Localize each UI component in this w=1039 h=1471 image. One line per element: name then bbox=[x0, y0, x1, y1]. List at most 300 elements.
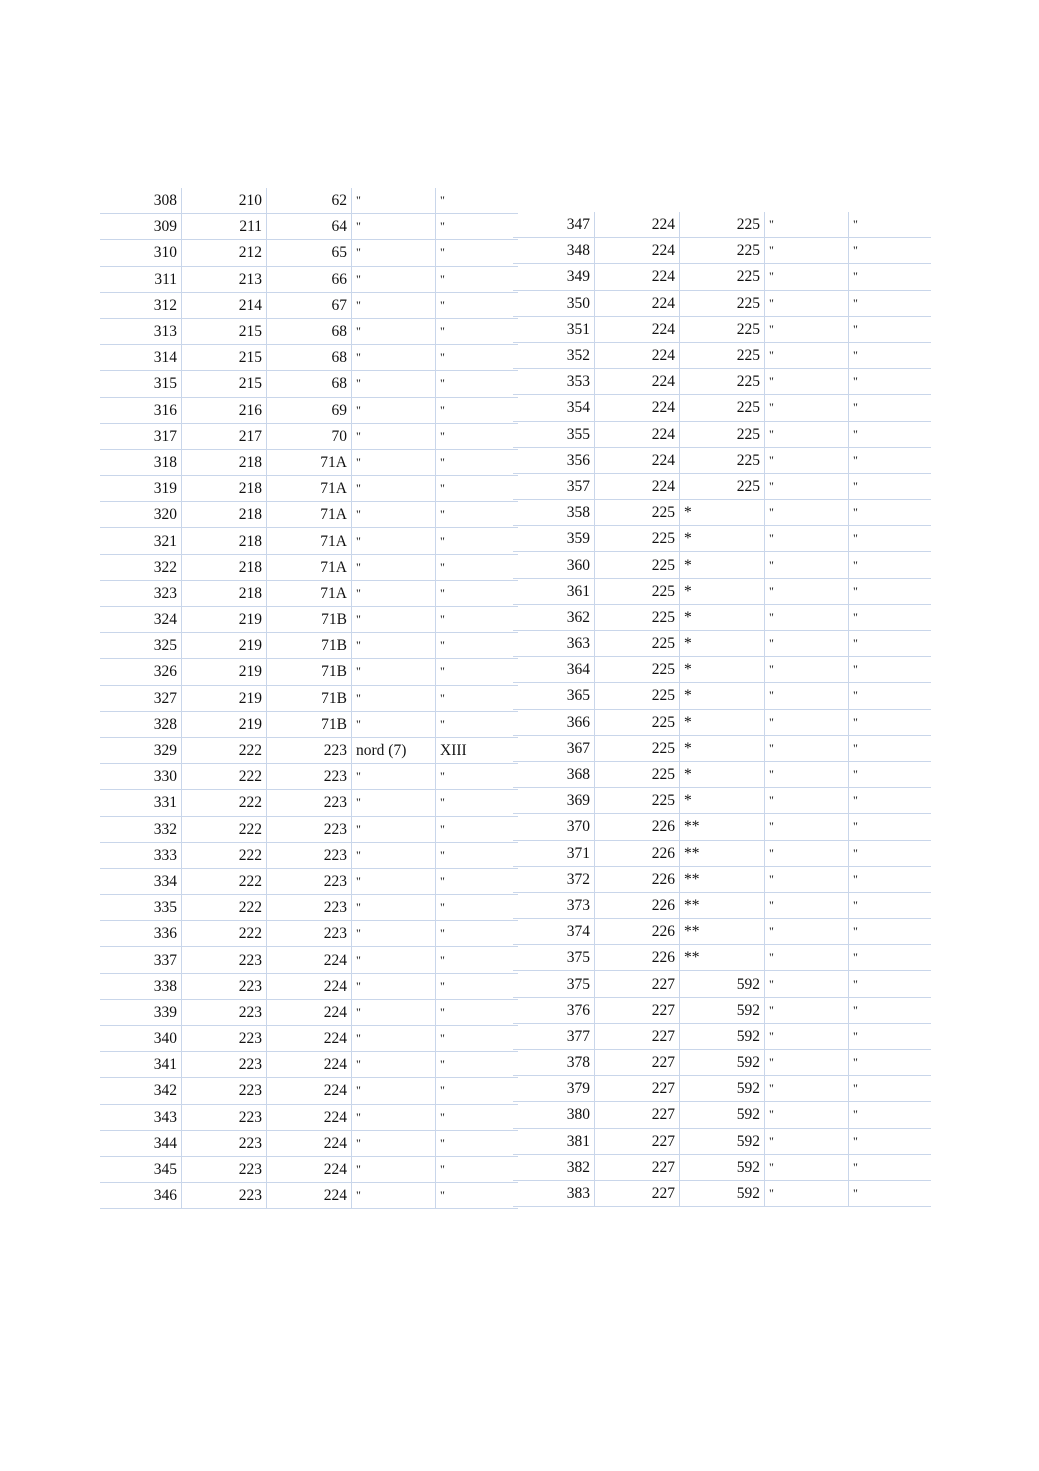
right-table-body bbox=[513, 212, 931, 1207]
table-cell: 71A bbox=[267, 502, 352, 528]
table-cell: 225 bbox=[680, 290, 765, 316]
table-cell: " bbox=[765, 1076, 849, 1102]
table-cell: " bbox=[352, 580, 436, 606]
table-cell: 380 bbox=[513, 1102, 595, 1128]
table-cell: " bbox=[436, 711, 519, 737]
table-cell: " bbox=[352, 240, 436, 266]
table-row bbox=[100, 633, 518, 659]
table-cell: 224 bbox=[595, 447, 680, 473]
table-cell: 350 bbox=[513, 290, 595, 316]
table-cell: 223 bbox=[267, 790, 352, 816]
table-cell: " bbox=[765, 1128, 849, 1154]
table-row bbox=[100, 1026, 518, 1052]
table-cell: * bbox=[680, 683, 765, 709]
table-cell: " bbox=[765, 212, 849, 238]
table-cell: 222 bbox=[182, 842, 267, 868]
table-cell: ** bbox=[680, 919, 765, 945]
table-cell: 325 bbox=[100, 633, 182, 659]
table-cell: 592 bbox=[680, 1180, 765, 1206]
table-cell: " bbox=[765, 1180, 849, 1206]
table-cell: " bbox=[352, 214, 436, 240]
table-cell: 376 bbox=[513, 997, 595, 1023]
table-cell: " bbox=[436, 1130, 519, 1156]
table-cell: 311 bbox=[100, 266, 182, 292]
table-cell: 212 bbox=[182, 240, 267, 266]
table-cell: 225 bbox=[680, 421, 765, 447]
table-cell: 71B bbox=[267, 659, 352, 685]
table-cell: * bbox=[680, 657, 765, 683]
table-cell: 68 bbox=[267, 318, 352, 344]
table-cell: " bbox=[849, 761, 932, 787]
table-cell: 223 bbox=[182, 973, 267, 999]
table-cell: 226 bbox=[595, 892, 680, 918]
table-cell: " bbox=[352, 371, 436, 397]
right-table bbox=[513, 212, 931, 1207]
table-row bbox=[100, 318, 518, 344]
table-row bbox=[513, 447, 931, 473]
table-cell: " bbox=[352, 921, 436, 947]
table-cell: 224 bbox=[595, 212, 680, 238]
table-cell: " bbox=[436, 947, 519, 973]
table-cell: 227 bbox=[595, 1154, 680, 1180]
table-row bbox=[513, 631, 931, 657]
table-cell: 224 bbox=[267, 1130, 352, 1156]
table-row bbox=[100, 947, 518, 973]
table-cell: " bbox=[352, 1104, 436, 1130]
table-cell: " bbox=[849, 631, 932, 657]
table-cell: 333 bbox=[100, 842, 182, 868]
table-cell: 321 bbox=[100, 528, 182, 554]
table-cell: 225 bbox=[595, 552, 680, 578]
table-row bbox=[513, 238, 931, 264]
table-row bbox=[100, 842, 518, 868]
table-cell: " bbox=[765, 919, 849, 945]
table-cell: " bbox=[352, 764, 436, 790]
table-cell: 219 bbox=[182, 711, 267, 737]
table-cell: 225 bbox=[595, 709, 680, 735]
table-row bbox=[513, 552, 931, 578]
table-cell: 224 bbox=[267, 1026, 352, 1052]
table-cell: 222 bbox=[182, 790, 267, 816]
table-row bbox=[100, 554, 518, 580]
table-cell: 369 bbox=[513, 788, 595, 814]
table-cell: 68 bbox=[267, 345, 352, 371]
table-cell: 71B bbox=[267, 633, 352, 659]
table-cell: " bbox=[436, 292, 519, 318]
table-row bbox=[513, 421, 931, 447]
table-row bbox=[100, 502, 518, 528]
table-cell: " bbox=[352, 397, 436, 423]
table-cell: " bbox=[849, 971, 932, 997]
table-cell: " bbox=[352, 1130, 436, 1156]
table-cell: 213 bbox=[182, 266, 267, 292]
table-cell: 332 bbox=[100, 816, 182, 842]
table-cell: 315 bbox=[100, 371, 182, 397]
table-cell: 225 bbox=[680, 238, 765, 264]
table-cell: " bbox=[436, 528, 519, 554]
table-row bbox=[513, 395, 931, 421]
table-cell: " bbox=[849, 604, 932, 630]
table-cell: XIII bbox=[436, 737, 519, 763]
table-cell: " bbox=[436, 580, 519, 606]
table-cell: " bbox=[436, 449, 519, 475]
table-cell: 334 bbox=[100, 868, 182, 894]
table-cell: 322 bbox=[100, 554, 182, 580]
table-cell: " bbox=[765, 840, 849, 866]
table-cell: " bbox=[765, 892, 849, 918]
table-row bbox=[513, 604, 931, 630]
table-cell: " bbox=[765, 316, 849, 342]
table-row bbox=[513, 657, 931, 683]
table-cell: 223 bbox=[182, 1130, 267, 1156]
table-row bbox=[100, 1183, 518, 1209]
table-cell: 355 bbox=[513, 421, 595, 447]
table-row bbox=[513, 212, 931, 238]
table-cell: " bbox=[352, 895, 436, 921]
table-cell: * bbox=[680, 552, 765, 578]
table-cell: " bbox=[765, 709, 849, 735]
table-cell: 222 bbox=[182, 816, 267, 842]
table-cell: 343 bbox=[100, 1104, 182, 1130]
table-cell: " bbox=[849, 709, 932, 735]
table-cell: " bbox=[765, 447, 849, 473]
table-cell: 225 bbox=[680, 342, 765, 368]
table-cell: 592 bbox=[680, 1023, 765, 1049]
table-cell: " bbox=[352, 633, 436, 659]
table-cell: " bbox=[352, 790, 436, 816]
table-cell: " bbox=[765, 1102, 849, 1128]
table-row bbox=[100, 1078, 518, 1104]
table-cell: 224 bbox=[595, 316, 680, 342]
table-cell: 224 bbox=[267, 1078, 352, 1104]
table-row bbox=[100, 292, 518, 318]
table-row bbox=[100, 921, 518, 947]
table-cell: " bbox=[436, 921, 519, 947]
table-cell: 320 bbox=[100, 502, 182, 528]
table-cell: ** bbox=[680, 840, 765, 866]
table-cell: " bbox=[849, 526, 932, 552]
table-row bbox=[513, 945, 931, 971]
table-cell: " bbox=[352, 816, 436, 842]
table-row bbox=[513, 1154, 931, 1180]
table-cell: 371 bbox=[513, 840, 595, 866]
table-cell: 71A bbox=[267, 580, 352, 606]
table-cell: 309 bbox=[100, 214, 182, 240]
table-row bbox=[513, 473, 931, 499]
table-cell: 219 bbox=[182, 607, 267, 633]
table-cell: * bbox=[680, 631, 765, 657]
table-cell: 218 bbox=[182, 476, 267, 502]
table-cell: 67 bbox=[267, 292, 352, 318]
table-cell: " bbox=[765, 578, 849, 604]
table-cell: 341 bbox=[100, 1052, 182, 1078]
table-cell: 223 bbox=[267, 842, 352, 868]
table-cell: * bbox=[680, 735, 765, 761]
table-cell: " bbox=[352, 947, 436, 973]
table-cell: 368 bbox=[513, 761, 595, 787]
table-cell: " bbox=[765, 264, 849, 290]
table-cell: 71A bbox=[267, 449, 352, 475]
table-cell: " bbox=[352, 554, 436, 580]
table-cell: 219 bbox=[182, 659, 267, 685]
table-cell: 592 bbox=[680, 971, 765, 997]
table-cell: 226 bbox=[595, 840, 680, 866]
table-cell: 352 bbox=[513, 342, 595, 368]
table-row bbox=[513, 1128, 931, 1154]
table-cell: 337 bbox=[100, 947, 182, 973]
table-cell: 340 bbox=[100, 1026, 182, 1052]
table-cell: 224 bbox=[267, 947, 352, 973]
table-row bbox=[100, 371, 518, 397]
table-cell: 65 bbox=[267, 240, 352, 266]
table-cell: " bbox=[436, 607, 519, 633]
table-cell: " bbox=[436, 1026, 519, 1052]
table-cell: " bbox=[436, 973, 519, 999]
table-cell: 227 bbox=[595, 1023, 680, 1049]
table-cell: " bbox=[436, 816, 519, 842]
table-row bbox=[513, 342, 931, 368]
table-cell: " bbox=[352, 266, 436, 292]
table-cell: " bbox=[849, 421, 932, 447]
table-cell: 381 bbox=[513, 1128, 595, 1154]
table-cell: " bbox=[352, 1078, 436, 1104]
table-row bbox=[100, 476, 518, 502]
table-cell: " bbox=[765, 683, 849, 709]
table-cell: " bbox=[352, 318, 436, 344]
table-cell: 219 bbox=[182, 633, 267, 659]
table-cell: " bbox=[765, 1023, 849, 1049]
table-cell: 354 bbox=[513, 395, 595, 421]
table-cell: 215 bbox=[182, 318, 267, 344]
table-cell: nord (7) bbox=[352, 737, 436, 763]
table-cell: 225 bbox=[595, 631, 680, 657]
table-cell: 370 bbox=[513, 814, 595, 840]
table-cell: 378 bbox=[513, 1050, 595, 1076]
table-cell: 69 bbox=[267, 397, 352, 423]
table-cell: " bbox=[352, 528, 436, 554]
table-row bbox=[513, 735, 931, 761]
table-cell: ** bbox=[680, 866, 765, 892]
table-row bbox=[513, 526, 931, 552]
table-cell: 356 bbox=[513, 447, 595, 473]
table-row bbox=[100, 214, 518, 240]
table-cell: 327 bbox=[100, 685, 182, 711]
table-cell: " bbox=[352, 999, 436, 1025]
table-cell: " bbox=[849, 342, 932, 368]
table-cell: 225 bbox=[680, 473, 765, 499]
table-row bbox=[513, 290, 931, 316]
table-cell: 365 bbox=[513, 683, 595, 709]
table-cell: 223 bbox=[267, 868, 352, 894]
table-row bbox=[513, 500, 931, 526]
table-cell: 592 bbox=[680, 1076, 765, 1102]
table-row bbox=[513, 971, 931, 997]
left-table bbox=[100, 188, 518, 1209]
table-cell: 71B bbox=[267, 711, 352, 737]
table-row bbox=[513, 578, 931, 604]
table-row bbox=[513, 840, 931, 866]
table-cell: " bbox=[765, 788, 849, 814]
table-cell: 353 bbox=[513, 369, 595, 395]
table-cell: " bbox=[352, 842, 436, 868]
table-cell: 224 bbox=[595, 369, 680, 395]
table-cell: 310 bbox=[100, 240, 182, 266]
table-cell: 223 bbox=[267, 737, 352, 763]
table-cell: " bbox=[849, 1076, 932, 1102]
table-cell: 323 bbox=[100, 580, 182, 606]
table-row bbox=[100, 764, 518, 790]
table-cell: " bbox=[849, 473, 932, 499]
table-cell: " bbox=[352, 502, 436, 528]
table-cell: 216 bbox=[182, 397, 267, 423]
table-cell: 374 bbox=[513, 919, 595, 945]
table-cell: 223 bbox=[182, 1078, 267, 1104]
table-row bbox=[513, 1102, 931, 1128]
table-cell: 351 bbox=[513, 316, 595, 342]
table-cell: " bbox=[849, 552, 932, 578]
table-cell: * bbox=[680, 761, 765, 787]
table-cell: 223 bbox=[182, 947, 267, 973]
table-cell: ** bbox=[680, 945, 765, 971]
table-cell: 227 bbox=[595, 1180, 680, 1206]
table-cell: 347 bbox=[513, 212, 595, 238]
table-cell: 326 bbox=[100, 659, 182, 685]
table-cell: 217 bbox=[182, 423, 267, 449]
table-cell: " bbox=[765, 395, 849, 421]
table-cell: " bbox=[849, 500, 932, 526]
table-cell: 225 bbox=[595, 578, 680, 604]
table-cell: * bbox=[680, 500, 765, 526]
table-cell: 223 bbox=[182, 1183, 267, 1209]
table-cell: 331 bbox=[100, 790, 182, 816]
table-cell: 226 bbox=[595, 919, 680, 945]
table-cell: 224 bbox=[267, 999, 352, 1025]
table-cell: " bbox=[436, 188, 519, 214]
table-cell: 330 bbox=[100, 764, 182, 790]
table-row bbox=[100, 240, 518, 266]
table-cell: " bbox=[352, 1052, 436, 1078]
table-cell: " bbox=[436, 1104, 519, 1130]
table-cell: 210 bbox=[182, 188, 267, 214]
table-cell: " bbox=[436, 214, 519, 240]
table-cell: " bbox=[352, 685, 436, 711]
table-cell: ** bbox=[680, 892, 765, 918]
table-cell: 225 bbox=[680, 369, 765, 395]
table-cell: 222 bbox=[182, 921, 267, 947]
table-cell: 68 bbox=[267, 371, 352, 397]
table-cell: " bbox=[436, 633, 519, 659]
table-cell: " bbox=[765, 369, 849, 395]
table-cell: 225 bbox=[595, 657, 680, 683]
table-cell: " bbox=[436, 790, 519, 816]
table-cell: " bbox=[436, 685, 519, 711]
table-cell: 313 bbox=[100, 318, 182, 344]
table-cell: " bbox=[849, 395, 932, 421]
table-cell: " bbox=[849, 892, 932, 918]
table-row bbox=[100, 973, 518, 999]
table-cell: " bbox=[436, 1156, 519, 1182]
table-cell: 225 bbox=[595, 604, 680, 630]
table-cell: 329 bbox=[100, 737, 182, 763]
table-row bbox=[100, 659, 518, 685]
table-cell: 226 bbox=[595, 814, 680, 840]
table-cell: 359 bbox=[513, 526, 595, 552]
table-cell: " bbox=[352, 868, 436, 894]
table-cell: " bbox=[765, 238, 849, 264]
table-cell: " bbox=[849, 447, 932, 473]
table-cell: " bbox=[765, 421, 849, 447]
table-cell: " bbox=[352, 345, 436, 371]
table-cell: 71A bbox=[267, 476, 352, 502]
table-cell: 224 bbox=[595, 290, 680, 316]
table-cell: 225 bbox=[680, 447, 765, 473]
table-cell: 375 bbox=[513, 945, 595, 971]
table-cell: " bbox=[436, 1078, 519, 1104]
table-row bbox=[513, 1076, 931, 1102]
table-row bbox=[100, 607, 518, 633]
table-row bbox=[100, 397, 518, 423]
table-cell: 225 bbox=[680, 264, 765, 290]
table-cell: 64 bbox=[267, 214, 352, 240]
table-cell: 222 bbox=[182, 868, 267, 894]
table-cell: " bbox=[352, 1026, 436, 1052]
table-cell: 225 bbox=[680, 212, 765, 238]
table-row bbox=[513, 761, 931, 787]
table-row bbox=[100, 868, 518, 894]
table-cell: " bbox=[849, 657, 932, 683]
table-cell: 361 bbox=[513, 578, 595, 604]
table-row bbox=[100, 816, 518, 842]
table-cell: * bbox=[680, 604, 765, 630]
table-cell: 66 bbox=[267, 266, 352, 292]
table-cell: " bbox=[436, 659, 519, 685]
table-cell: 224 bbox=[595, 264, 680, 290]
table-cell: " bbox=[849, 814, 932, 840]
table-row bbox=[513, 866, 931, 892]
table-cell: " bbox=[436, 423, 519, 449]
table-cell: " bbox=[849, 369, 932, 395]
table-cell: 373 bbox=[513, 892, 595, 918]
table-row bbox=[513, 709, 931, 735]
table-cell: " bbox=[849, 212, 932, 238]
table-row bbox=[100, 528, 518, 554]
table-cell: 318 bbox=[100, 449, 182, 475]
table-row bbox=[513, 1180, 931, 1206]
table-cell: 363 bbox=[513, 631, 595, 657]
table-cell: " bbox=[436, 240, 519, 266]
table-cell: * bbox=[680, 578, 765, 604]
table-cell: " bbox=[436, 502, 519, 528]
table-cell: " bbox=[436, 868, 519, 894]
table-cell: 372 bbox=[513, 866, 595, 892]
table-cell: 349 bbox=[513, 264, 595, 290]
table-cell: 367 bbox=[513, 735, 595, 761]
table-cell: " bbox=[765, 342, 849, 368]
table-cell: 62 bbox=[267, 188, 352, 214]
table-cell: " bbox=[436, 318, 519, 344]
table-row bbox=[100, 1130, 518, 1156]
table-cell: " bbox=[849, 1023, 932, 1049]
table-cell: 219 bbox=[182, 685, 267, 711]
table-cell: 223 bbox=[182, 999, 267, 1025]
table-cell: 324 bbox=[100, 607, 182, 633]
table-cell: * bbox=[680, 526, 765, 552]
table-row bbox=[100, 188, 518, 214]
table-cell: 218 bbox=[182, 502, 267, 528]
table-row bbox=[100, 345, 518, 371]
table-cell: 336 bbox=[100, 921, 182, 947]
table-cell: " bbox=[352, 423, 436, 449]
